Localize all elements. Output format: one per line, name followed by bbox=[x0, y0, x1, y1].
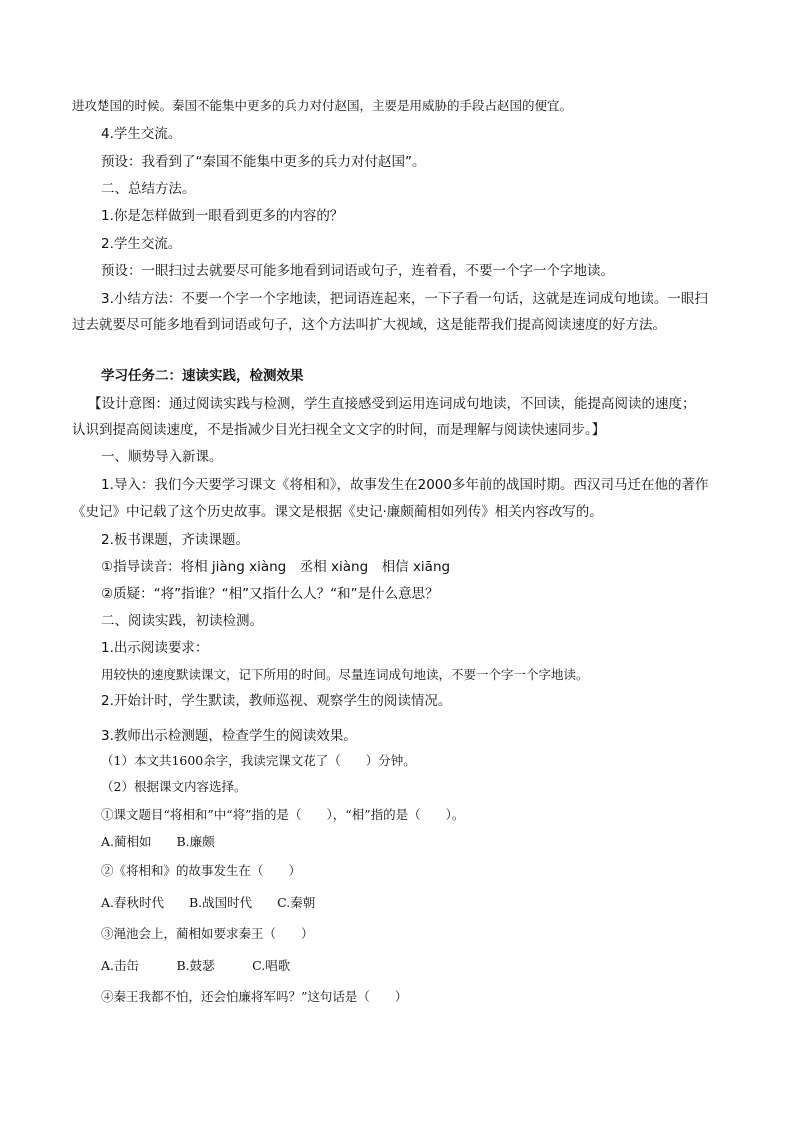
text-line: 4.学生交流。 bbox=[101, 126, 182, 142]
section-heading: 一、顺势导入新课。 bbox=[101, 449, 223, 465]
design-intent: 认识到提高阅读速度，不是指减少目光扫视全文文字的时间，而是理解与阅读快速同步。】 bbox=[72, 422, 606, 438]
text-line: 3.教师出示检测题，检查学生的阅读效果。 bbox=[101, 728, 357, 744]
quiz-question: ④秦王我都不怕，还会怕廉将军吗？”这句话是（ ） bbox=[101, 989, 408, 1004]
reading-requirement: 用较快的速度默读课文，记下所用的时间。尽量连词成句地读，不要一个字一个字地读。 bbox=[101, 667, 589, 682]
text-line: 预设：我看到了“秦国不能集中更多的兵力对付赵国”。 bbox=[101, 154, 426, 170]
section-heading: 二、总结方法。 bbox=[101, 181, 196, 197]
design-intent: 【设计意图：通过阅读实践与检测，学生直接感受到运用连词成句地读，不回读，能提高阅读的速度； bbox=[88, 396, 696, 412]
quiz-item: （1）本文共1600余字，我读完课文花了（ ）分钟。 bbox=[101, 753, 416, 768]
quiz-question: ③渑池会上，蔺相如要求秦王（ ） bbox=[101, 926, 314, 941]
text-line: 3.小结方法：不要一个字一个字地读，把词语连起来，一下子看一句话，这就是连词成句地读。一眼扫 bbox=[101, 291, 708, 307]
text-line: 1.你是怎样做到一眼看到更多的内容的？ bbox=[101, 208, 344, 224]
task-heading: 学习任务二：速读实践，检测效果 bbox=[101, 368, 304, 384]
quiz-question: ②《将相和》的故事发生在（ ） bbox=[101, 863, 302, 878]
text-line: 过去就要尽可能多地看到词语或句子，这个方法叫扩大视域，这是能帮我们提高阅读速度的好方法。 bbox=[72, 317, 666, 333]
quiz-options: A.击缶 B.鼓瑟 C.唱歌 bbox=[101, 958, 291, 973]
text-line: 2.学生交流。 bbox=[101, 236, 182, 252]
text-line: ②质疑：“将”指谁？“相”又指什么人？“和”是什么意思？ bbox=[101, 586, 439, 602]
quiz-options: A.蔺相如 B.廉颇 bbox=[101, 834, 215, 849]
text-line: 1.导入：我们今天要学习课文《将相和》，故事发生在2000多年前的战国时期。西汉司马迁在他的著作 bbox=[101, 477, 709, 493]
quiz-item: （2）根据课文内容选择。 bbox=[101, 779, 247, 794]
text-line: 2.开始计时，学生默读，教师巡视、观察学生的阅读情况。 bbox=[101, 693, 452, 709]
text-line: 2.板书课题，齐读课题。 bbox=[101, 532, 249, 548]
text-line: 1.出示阅读要求： bbox=[101, 640, 209, 656]
text-line: ①指导读音：将相 jiàng xiàng 丞相 xiàng 相信 xiāng bbox=[101, 559, 451, 575]
text-line: 预设：一眼扫过去就要尽可能多地看到词语或句子，连着看，不要一个字一个字地读。 bbox=[101, 263, 614, 279]
section-heading: 二、阅读实践，初读检测。 bbox=[101, 613, 263, 629]
quiz-options: A.春秋时代 B.战国时代 C.秦朝 bbox=[101, 895, 316, 910]
text-line: 《史记》中记载了这个历史故事。课文是根据《史记·廉颇蔺相如列传》相关内容改写的。 bbox=[72, 504, 603, 520]
text-line: 进攻楚国的时候。秦国不能集中更多的兵力对付赵国，主要是用威胁的手段占赵国的便宜。 bbox=[72, 98, 573, 113]
quiz-question: ①课文题目“将相和”中“将”指的是（ ），“相”指的是（ ）。 bbox=[101, 807, 465, 822]
